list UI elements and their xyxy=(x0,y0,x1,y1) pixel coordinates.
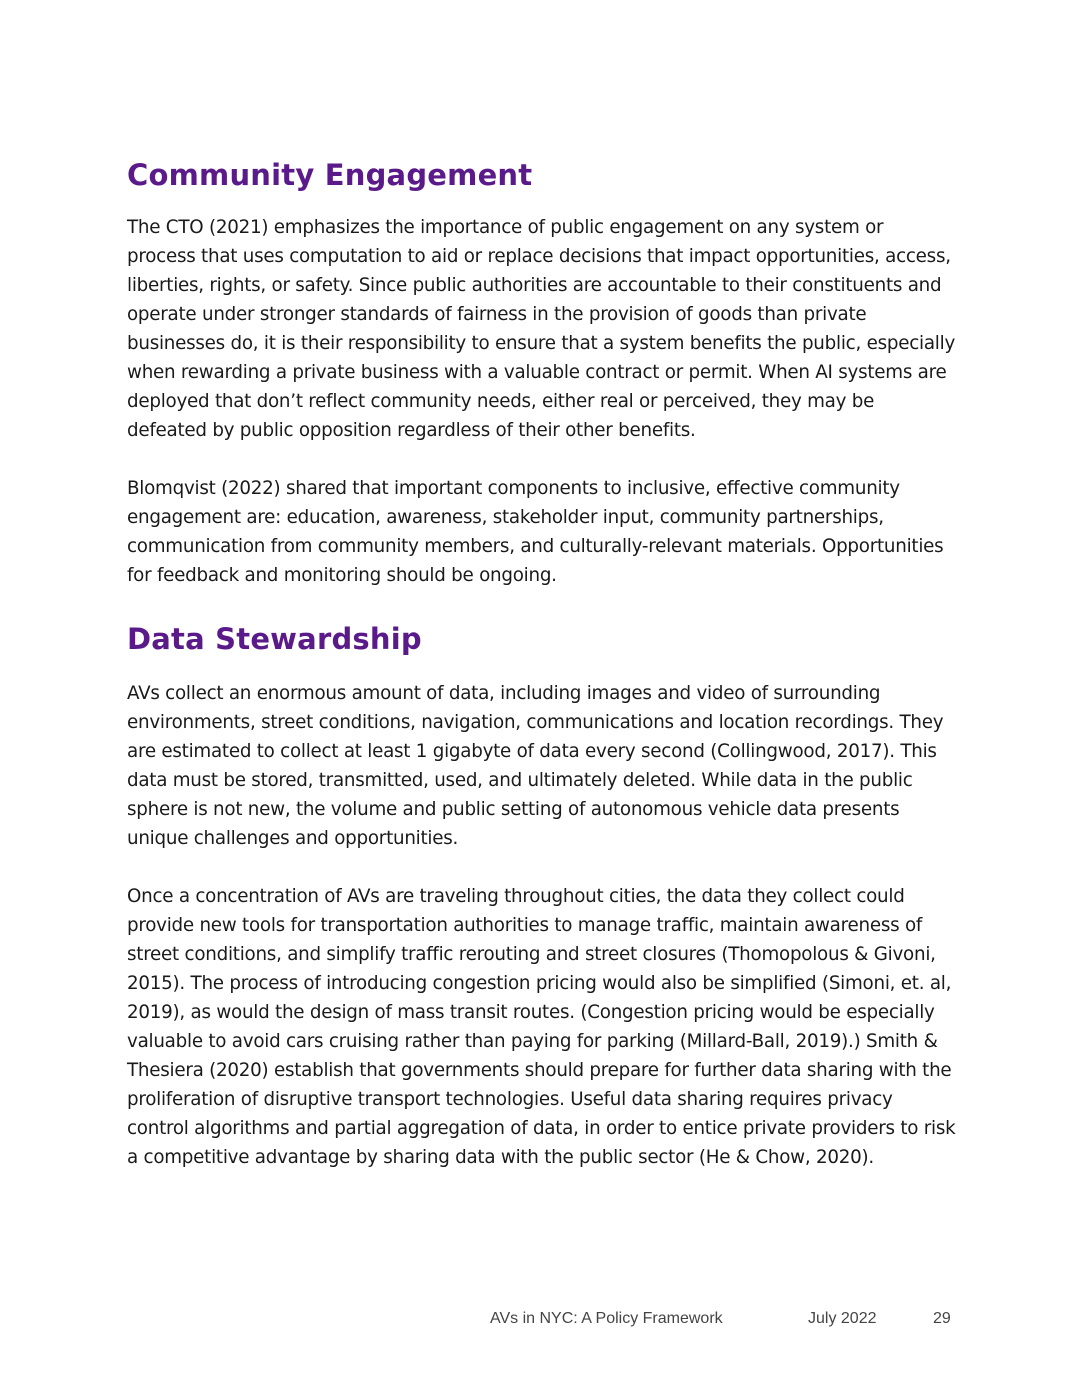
body-paragraph: Once a concentration of AVs are traveling throughout cities, the data they collect could provide new tools for transportation authorities to manage traffic, maintain awareness of street conditions, and simplify traffic rerouting and street closures (Thomopolous & Givoni, 2015). The process of introducing congestion pricing would also be simplified (Simoni, et. al, 2019), as would the design of mass transit routes. (Congestion pricing would be especially valuable to avoid cars cruising rather than paying for parking (Millard-Ball, 2019).) Smith & Thesiera (2020) establish that governments should prepare for further data sharing with the proliferation of disruptive transport technologies. Useful data sharing requires privacy control algorithms and partial aggregation of data, in order to entice private providers to risk a competitive advantage by sharing data with the public sector (He & Chow, 2020). xyxy=(127,886,956,1168)
footer-date: July 2022 xyxy=(808,1310,877,1327)
section-data-stewardship xyxy=(127,619,957,1172)
section-heading: Data Stewardship xyxy=(127,622,422,656)
body-paragraph: The CTO (2021) emphasizes the importance of public engagement on any system or process that uses computation to aid or replace decisions that impact opportunities, access, liberties, rights, or safety. Since public authorities are accountable to their constituents and operate under stronger standards of fairness in the provision of goods than private businesses do, it is their responsibility to ensure that a system benefits the public, especially when rewarding a private business with a valuable contract or permit. When AI systems are deployed that don’t reflect community needs, either real or perceived, they may be defeated by public opposition regardless of their other benefits. xyxy=(127,217,956,441)
body-paragraph: Blomqvist (2022) shared that important components to inclusive, effective community engagement are: education, awareness, stakeholder input, community partnerships, communication from community members, and culturally-relevant materials. Opportunities for feedback and monitoring should be ongoing. xyxy=(127,478,944,586)
footer-page-number: 29 xyxy=(933,1310,951,1327)
body-paragraph: AVs collect an enormous amount of data, including images and video of surrounding environments, street conditions, navigation, communications and location recordings. They are estimated to collect at least 1 gigabyte of data every second (Collingwood, 2017). This data must be stored, transmitted, used, and ultimately deleted. While data in the public sphere is not new, the volume and public setting of autonomous vehicle data presents unique challenges and opportunities. xyxy=(127,683,944,849)
page-content xyxy=(127,155,957,1172)
section-heading: Community Engagement xyxy=(127,158,533,192)
footer-document-title: AVs in NYC: A Policy Framework xyxy=(490,1310,723,1327)
section-community-engagement xyxy=(127,155,957,590)
page-footer xyxy=(0,1310,1080,1334)
